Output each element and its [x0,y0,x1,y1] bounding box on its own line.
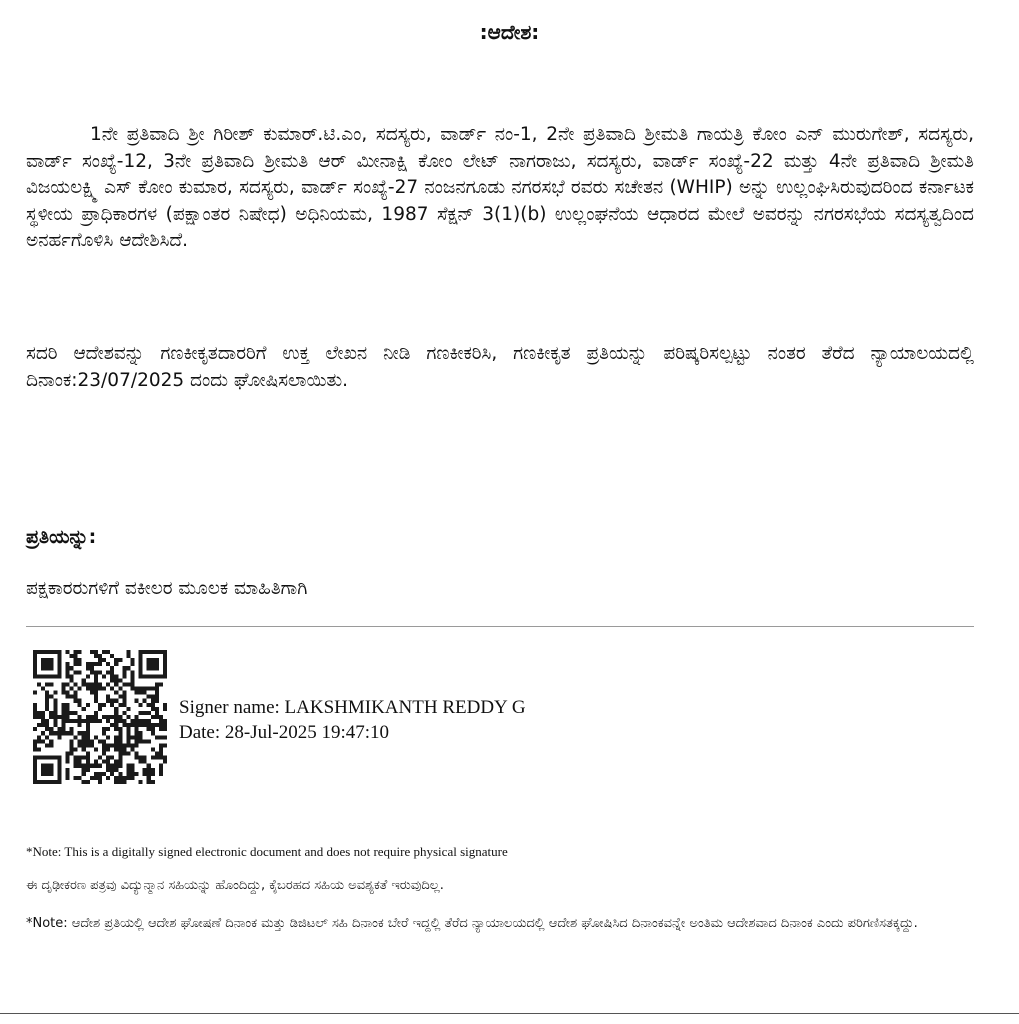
page-bottom-rule [0,1013,1019,1014]
order-date-note: *Note: ಆದೇಶ ಪ್ರತಿಯಲ್ಲಿ ಆದೇಶ ಘೋಷಣೆ ದಿನಾಂಕ ಮತ್ತು ಡಿಜಿಟಲ್ ಸಹಿ ದಿನಾಂಕ ಬೇರೆ ಇದ್ದಲ್ಲಿ ತೆರೆದ ನ್ಯಾಯಾಲಯದಲ್ಲಿ ಆದೇಶ ಘೋಷಿಸಿದ ದಿನಾಂಕವನ್ನೇ ಅಂತಿಮ ಆದೇಶವಾದ ದಿನಾಂಕ ಎಂದು ಪರಿಗಣಿಸತಕ್ಕದ್ದು. [26,916,918,931]
section-divider [26,626,974,627]
order-paragraph-1: 1ನೇ ಪ್ರತಿವಾದಿ ಶ್ರೀ ಗಿರೀಶ್ ಕುಮಾರ್.ಟಿ.ಎಂ, ಸದಸ್ಯರು, ವಾರ್ಡ್ ನಂ-1, 2ನೇ ಪ್ರತಿವಾದಿ ಶ್ರೀಮತಿ ಗಾಯತ್ರಿ ಕೋಂ ಎನ್ ಮುರುಗೇಶ್, ಸದಸ್ಯರು, ವಾರ್ಡ್ ಸಂಖ್ಯೆ-12, 3ನೇ ಪ್ರತಿವಾದಿ ಶ್ರೀಮತಿ ಆರ್ ಮೀನಾಕ್ಷಿ ಕೋಂ ಲೇಟ್ ನಾಗರಾಜು, ಸದಸ್ಯರು, ವಾರ್ಡ್ ಸಂಖ್ಯೆ-22 ಮತ್ತು 4ನೇ ಪ್ರತಿವಾದಿ ಶ್ರೀಮತಿ ವಿಜಯಲಕ್ಷ್ಮಿ ಎಸ್ ಕೋಂ ಕುಮಾರ, ಸದಸ್ಯರು, ವಾರ್ಡ್ ಸಂಖ್ಯೆ-27 ನಂಜನಗೂಡು ನಗರಸಭೆ ರವರು ಸಚೇತನ (WHIP) ಅನ್ನು ಉಲ್ಲಂಘಿಸಿರುವುದರಿಂದ ಕರ್ನಾಟಕ ಸ್ಥಳೀಯ ಪ್ರಾಧಿಕಾರಗಳ (ಪಕ್ಷಾಂತರ ನಿಷೇಧ) ಅಧಿನಿಯಮ, 1987 ಸೆಕ್ಷನ್ 3(1)(b) ಉಲ್ಲಂಘನೆಯ ಆಧಾರದ ಮೇಲೆ ಅವರನ್ನು ನಗರಸಭೆಯ ಸದಸ್ಯತ್ವದಿಂದ ಅನರ್ಹಗೊಳಿಸಿ ಆದೇಶಿಸಿದೆ. [26,124,974,251]
kannada-signature-note: ಈ ದೃಢೀಕರಣ ಪತ್ರವು ವಿದ್ಯುನ್ಮಾನ ಸಹಿಯನ್ನು ಹೊಂದಿದ್ದು, ಕೈಬರಹದ ಸಹಿಯ ಅವಶ್ಯಕತೆ ಇರುವುದಿಲ್ಲ. [26,878,444,893]
copy-recipients: ಪಕ್ಷಕಾರರುಗಳಿಗೆ ವಕೀಲರ ಮೂಲಕ ಮಾಹಿತಿಗಾಗಿ [26,578,308,599]
order-paragraph-2: ಸದರಿ ಆದೇಶವನ್ನು ಗಣಕೀಕೃತದಾರರಿಗೆ ಉಕ್ತ ಲೇಖನ ನೀಡಿ ಗಣಕೀಕರಿಸಿ, ಗಣಕೀಕೃತ ಪ್ರತಿಯನ್ನು ಪರಿಷ್ಕರಿಸಲ್ಪಟ್ಟು ನಂತರ ತೆರೆದ ನ್ಯಾಯಾಲಯದಲ್ಲಿ ದಿನಾಂಕ:23/07/2025 ದಂದು ಘೋಷಿಸಲಾಯಿತು. [26,343,974,391]
copy-heading: ಪ್ರತಿಯನ್ನು: [26,526,97,548]
order-title: :ಆದೇಶ: [479,20,540,44]
signer-name: Signer name: LAKSHMIKANTH REDDY G [179,697,526,718]
digital-signature-note: *Note: This is a digitally signed electronic document and does not require physical signature [26,844,508,859]
signature-block [179,695,526,745]
signature-date: Date: 28-Jul-2025 19:47:10 [179,722,390,743]
qr-code-icon [33,650,167,784]
qr-code-graphic [33,650,167,784]
